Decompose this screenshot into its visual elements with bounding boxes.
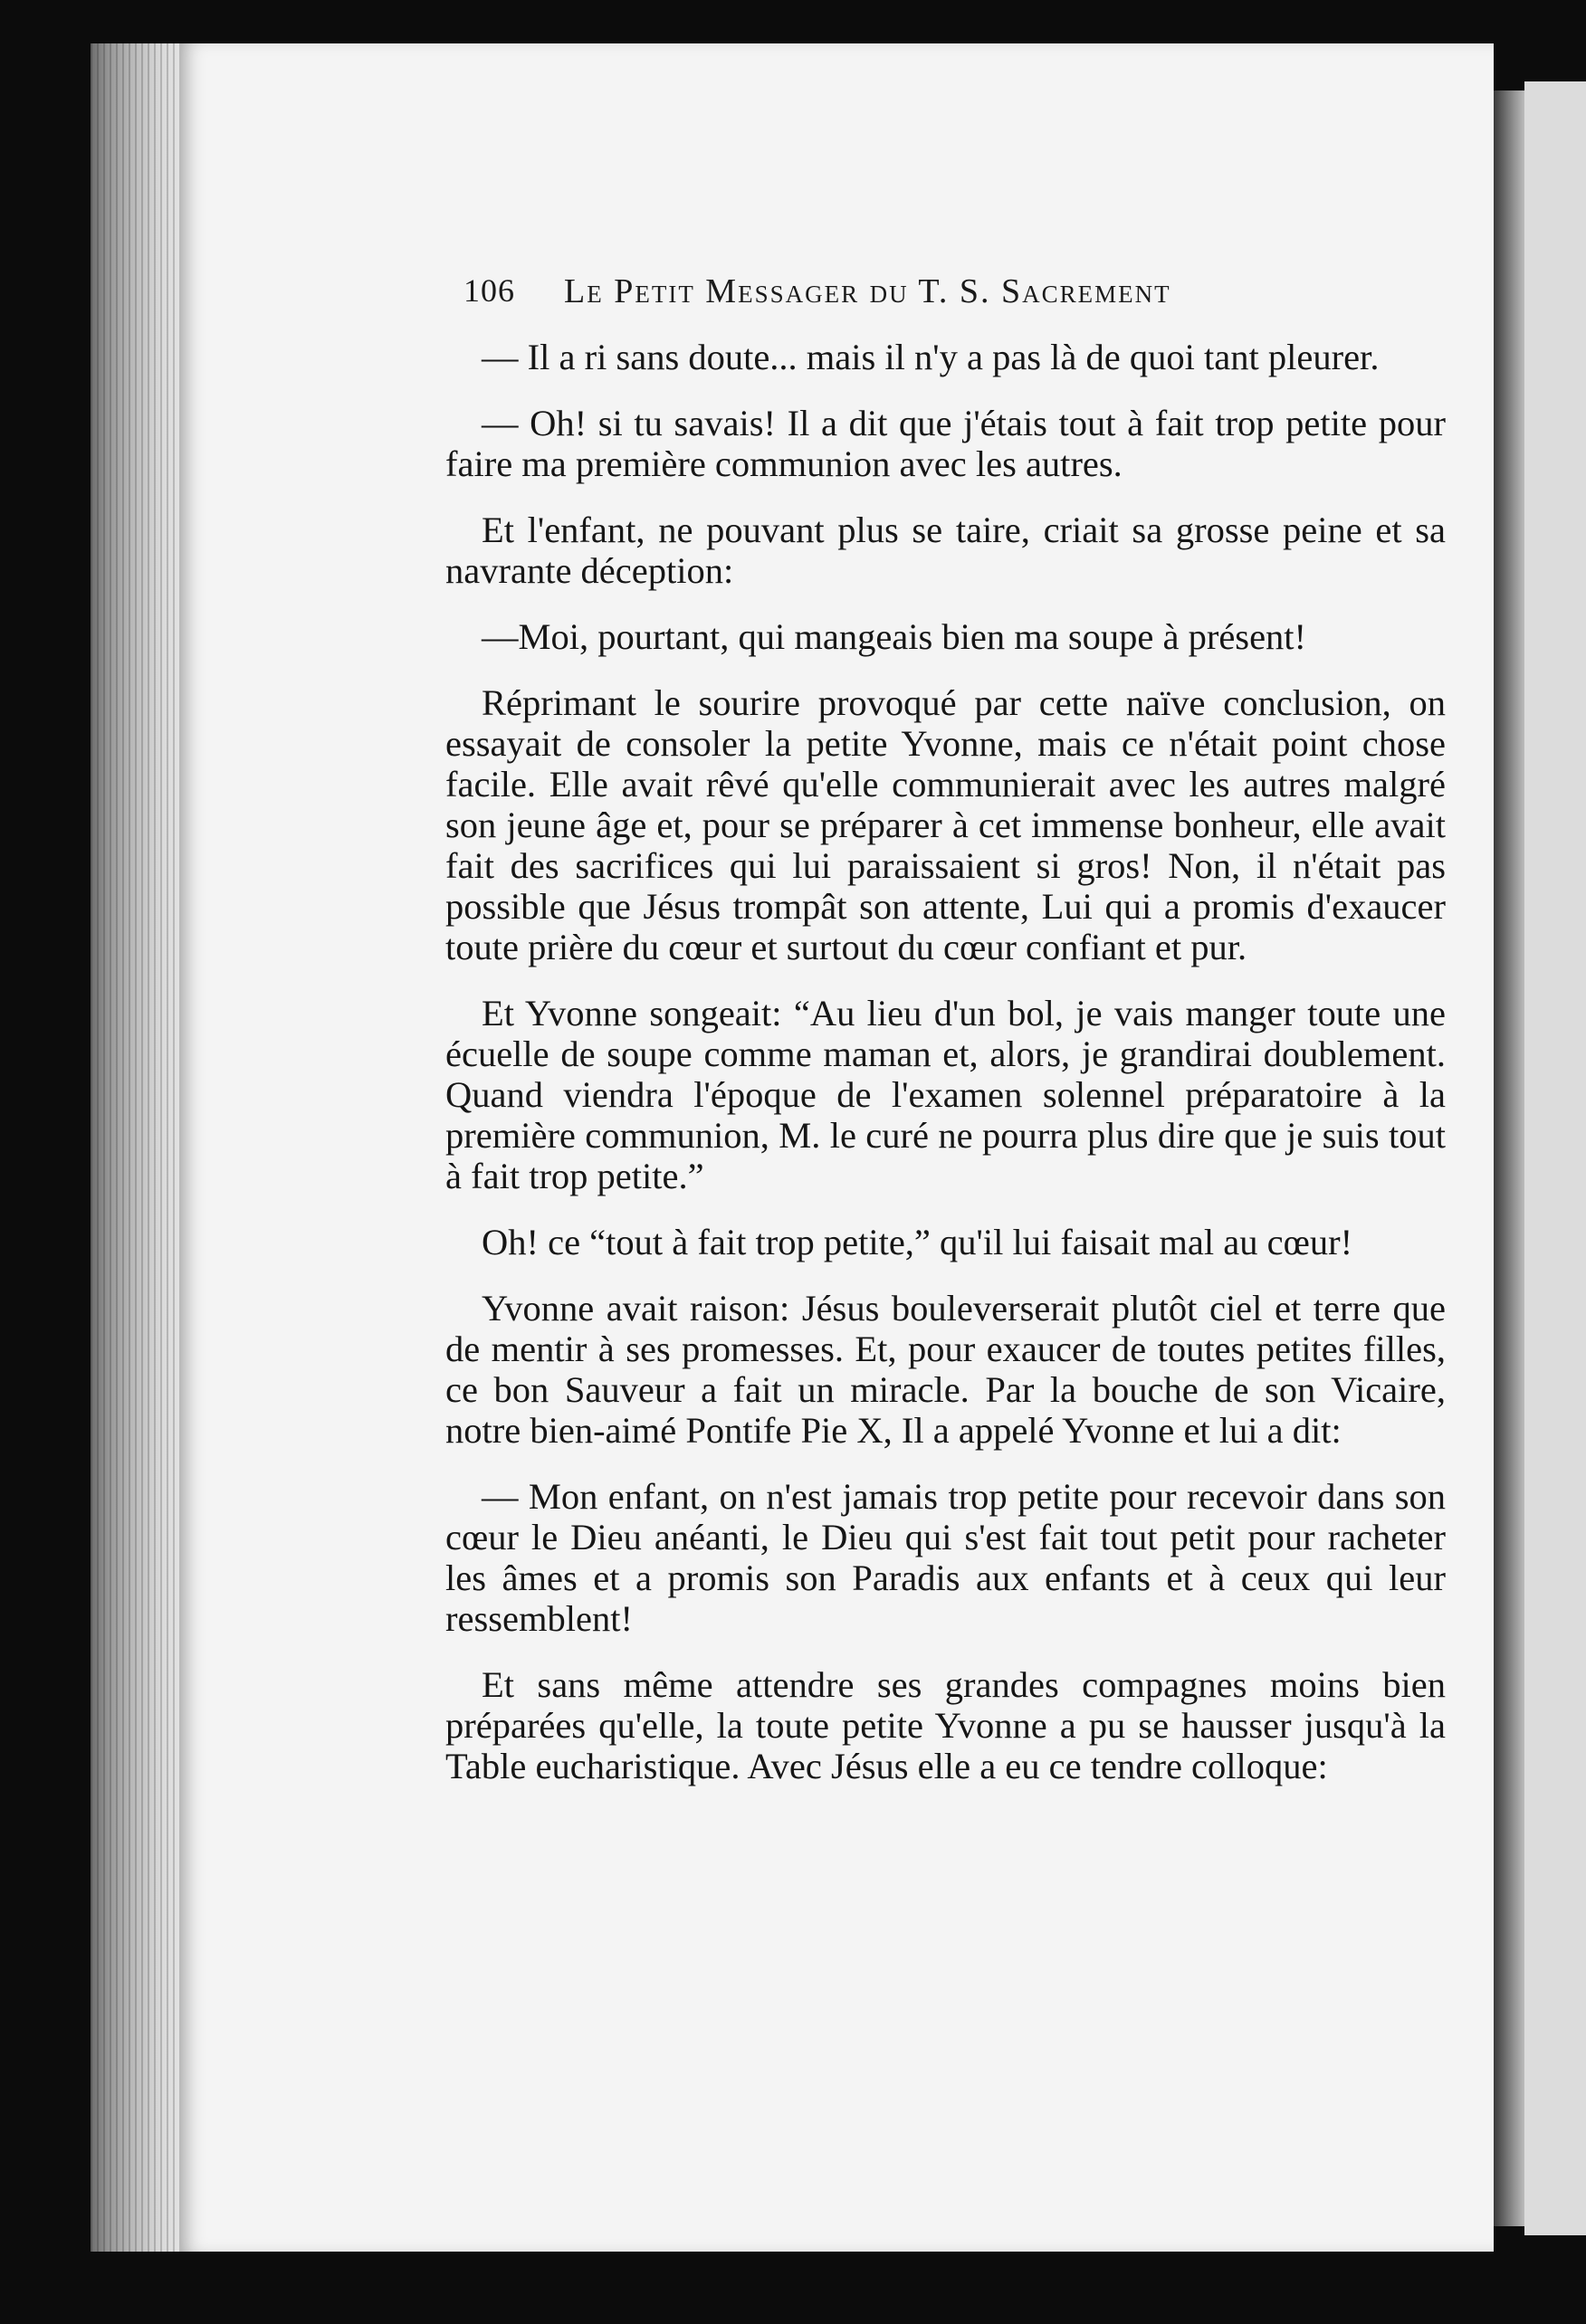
paragraph: Oh! ce “tout à fait trop petite,” qu'il lui faisait mal au cœur! xyxy=(482,1222,1353,1262)
page-number: 106 xyxy=(463,272,515,309)
binding-gutter xyxy=(1494,90,1524,2226)
paragraph: — Il a ri sans doute... mais il n'y a pas là de quoi tant pleurer. xyxy=(482,337,1380,377)
page-stack-edge xyxy=(91,43,190,2252)
running-title: Le Petit Messager du T. S. Sacrement xyxy=(564,272,1171,310)
paragraph: Et l'enfant, ne pouvant plus se taire, criait sa grosse peine et sa navrante déception: xyxy=(445,510,1446,591)
paragraph: Et Yvonne songeait: “Au lieu d'un bol, je vais manger toute une écuelle de soupe comme maman et, alors, je grandirai doublement. Quand viendra l'époque de l'examen solennel préparatoire à la première communion, M. le curé ne pourra plus dire que je suis tout à fait trop petite.” xyxy=(445,993,1446,1196)
paragraph: Et sans même attendre ses grandes compagnes moins bien préparées qu'elle, la toute petite Yvonne a pu se hausser jusqu'à la Table eucharistique. Avec Jésus elle a eu ce tendre colloque: xyxy=(445,1664,1446,1786)
paragraph: —Moi, pourtant, qui mangeais bien ma soupe à présent! xyxy=(482,616,1307,657)
running-head xyxy=(463,271,1450,311)
facing-page xyxy=(1524,81,1586,2235)
paragraph: Réprimant le sourire provoqué par cette naïve conclusion, on essayait de consoler la petite Yvonne, mais ce n'était point chose facile. Elle avait rêvé qu'elle communierait avec les autres malgré son jeune âge et, pour se préparer à cet immense bonheur, elle avait fait des sacrifices qui lui paraissaient si gros! Non, il n'était pas possible que Jésus trompât son attente, Lui qui a promis d'exaucer toute prière du cœur et surtout du cœur confiant et pur. xyxy=(445,682,1446,967)
body-text xyxy=(445,337,1446,1812)
paragraph: — Oh! si tu savais! Il a dit que j'étais tout à fait trop petite pour faire ma première communion avec les autres. xyxy=(445,403,1446,484)
paragraph: — Mon enfant, on n'est jamais trop petite pour recevoir dans son cœur le Dieu anéanti, le Dieu qui s'est fait tout petit pour racheter les âmes et a promis son Paradis aux enfants et à ceux qui leur ressemblent! xyxy=(445,1476,1446,1639)
paragraph: Yvonne avait raison: Jésus bouleverserait plutôt ciel et terre que de mentir à ses promesses. Et, pour exaucer de toutes petites filles, ce bon Sauveur a fait un miracle. Par la bouche de son Vicaire, notre bien-aimé Pontife Pie X, Il a appelé Yvonne et lui a dit: xyxy=(445,1288,1446,1451)
